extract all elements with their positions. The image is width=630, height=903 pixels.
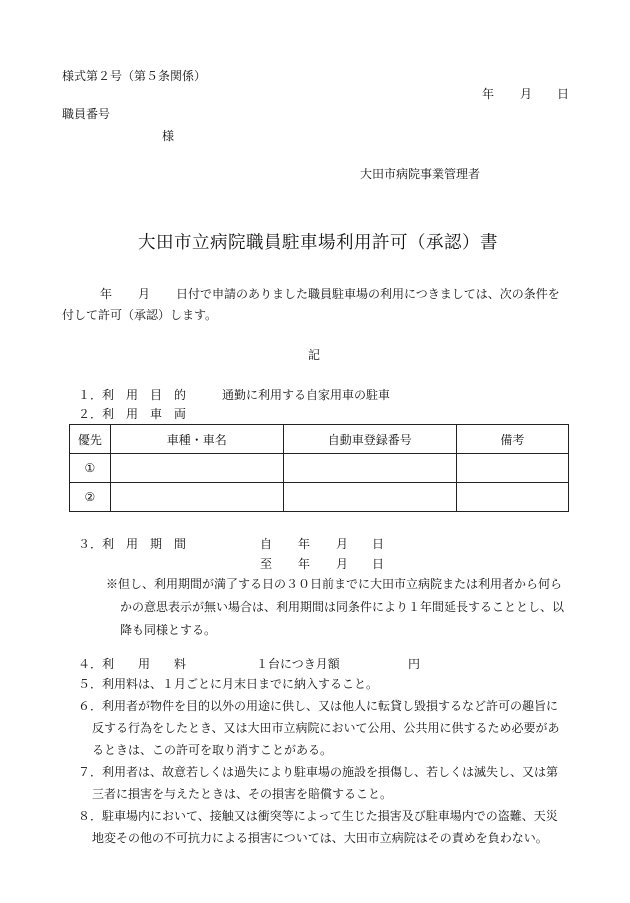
- period-to-year: 年: [298, 557, 311, 571]
- header-date-year: 年: [482, 87, 495, 101]
- note-line-2: かの意思表示が無い場合は、利用期間は同条件により１年間延長することとし、以: [120, 600, 565, 614]
- item3-label: ３．利 用 期 間: [78, 537, 187, 551]
- remarks-cell[interactable]: [456, 454, 568, 483]
- item1-label: １．利 用 目 的: [78, 388, 187, 402]
- period-to-month: 月: [336, 557, 349, 571]
- table-header-row: [70, 425, 569, 454]
- item7-line-1: ７．利用者は、故意若しくは過失により駐車場の施設を損傷し、若しくは滅失し、又は第: [78, 765, 559, 779]
- period-from-year: 年: [298, 537, 311, 551]
- item6-line-2: 反する行為をしたとき、又は大田市立病院において公用、公共用に供するため必要があ: [92, 721, 560, 735]
- issuer: 大田市病院事業管理者: [360, 167, 481, 181]
- addressee-honorific: 様: [162, 129, 175, 143]
- item2-label: ２．利 用 車 両: [78, 407, 187, 421]
- header-car-model: 車種・車名: [110, 425, 283, 454]
- registration-cell[interactable]: [283, 454, 456, 483]
- item8-line-1: ８．駐車場内において、接触又は衝突等によって生じた損害及び駐車場内での盗難、天災: [78, 809, 558, 823]
- header-priority: 優先: [70, 425, 111, 454]
- item1-value: 通勤に利用する自家用車の駐車: [222, 388, 391, 402]
- form-number: 様式第２号（第５条関係）: [62, 69, 207, 83]
- period-from-month: 月: [336, 537, 349, 551]
- body-line-2: 付して許可（承認）します。: [62, 308, 218, 322]
- registration-cell[interactable]: [283, 483, 456, 512]
- header-date-month: 月: [520, 87, 533, 101]
- table-row: [70, 483, 569, 512]
- period-from: 自: [260, 537, 273, 551]
- item4-label: ４．利 用 料: [78, 657, 187, 671]
- car-model-cell[interactable]: [110, 454, 283, 483]
- priority-cell: ②: [70, 483, 111, 512]
- note-line-1: ※但し、利用期間が満了する日の３０日前までに大田市立病院または利用者から何ら: [106, 577, 563, 591]
- item4-unit: 円: [408, 657, 421, 671]
- body-line-1: 日付で申請のありました職員駐車場の利用につきましては、次の条件を: [176, 287, 560, 301]
- vehicle-table: [69, 424, 569, 512]
- priority-cell: ①: [70, 454, 111, 483]
- period-to: 至: [260, 557, 273, 571]
- item7-line-2: 三者に損害を与えたときは、その損害を賠償すること。: [92, 787, 393, 801]
- staff-number-label: 職員番号: [62, 107, 111, 121]
- item6-line-3: るときは、この許可を取り消すことがある。: [92, 743, 333, 757]
- document-title: 大田市立病院職員駐車場利用許可（承認）書: [138, 233, 498, 253]
- item5: ５．利用料は、１月ごとに月末日までに納入すること。: [78, 677, 379, 691]
- car-model-cell[interactable]: [110, 483, 283, 512]
- item4-value: １台につき月額: [256, 657, 340, 671]
- remarks-cell[interactable]: [456, 483, 568, 512]
- item8-line-2: 地変その他の不可抗力による損害については、大田市立病院はその責めを負わない。: [92, 831, 548, 845]
- ki-heading: 記: [308, 348, 321, 362]
- header-registration-number: 自動車登録番号: [283, 425, 456, 454]
- header-date-day: 日: [557, 87, 570, 101]
- body-month: 月: [138, 287, 151, 301]
- period-from-day: 日: [372, 537, 385, 551]
- table-row: [70, 454, 569, 483]
- period-to-day: 日: [372, 557, 385, 571]
- note-line-3: 降も同様とする。: [120, 623, 217, 637]
- body-year: 年: [100, 287, 113, 301]
- item6-line-1: ６．利用者が物件を目的以外の用途に供し、又は他人に転貸し毀損するなど許可の趣旨に: [78, 699, 559, 713]
- header-remarks: 備考: [456, 425, 568, 454]
